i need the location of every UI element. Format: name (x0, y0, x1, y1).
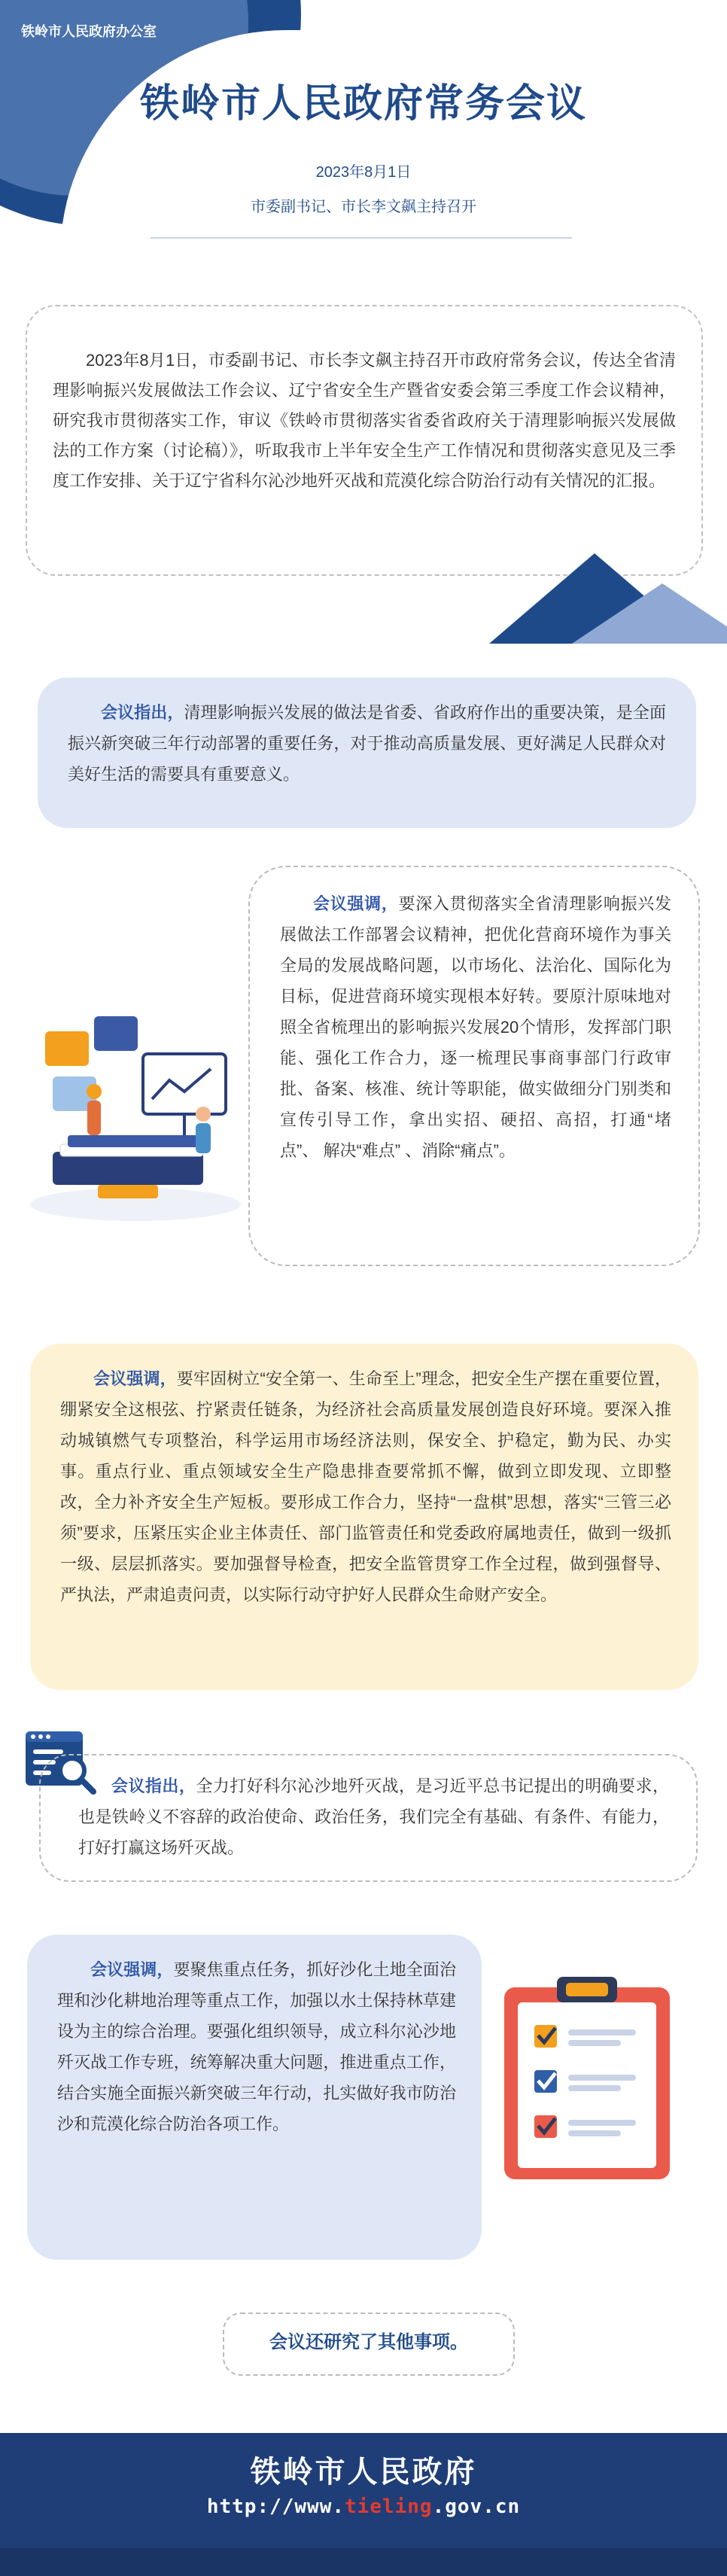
section-text: 要牢固树立“安全第一、生命至上”理念，把安全生产摆在重要位置，绷紧安全这根弦、拧紧责任链条，为经济社会高质量发展创造良好环境。要深入推动城镇燃气专项整治，科学运用市场经济法则，保安全、护稳定，勤为民、办实事。重点行业、重点领域安全生产隐患排查要常抓不懈，做到立即发现、立即整改，全力补齐安全生产短板。要形成工作合力，坚持“一盘棋”思想，落实“三管三必须”要求，压紧压实企业主体责任、部门监管责任和党委政府属地责任，做到一级抓一级、层层抓落实。要加强督导检查，把安全监管贯穿工作全过程，做到强督导、严执法，严肃追责问责，以实际行动守护好人民群众生命财产安全。 (60, 1369, 671, 1604)
footer-bottom-bar (0, 2548, 727, 2576)
footer-url[interactable] (0, 2495, 727, 2518)
section-lead: 会议指出， (111, 1777, 196, 1795)
section-text: 清理影响振兴发展的做法是省委、省政府作出的重要决策，是全面振兴新突破三年行动部署的重要任务，对于推动高质量发展、更好满足人民群众对美好生活的需要具有重要意义。 (68, 703, 666, 784)
presentation-illustration (23, 1001, 248, 1227)
closing-note: 会议还研究了其他事项。 (223, 2313, 515, 2376)
url-prefix: http://www. (206, 2495, 345, 2518)
section-lead: 会议强调， (313, 894, 399, 913)
section-lead: 会议指出， (101, 703, 184, 722)
footer-org-name: 铁岭市人民政府 (250, 2456, 477, 2489)
section-card-2 (248, 866, 700, 1266)
meeting-date: 2023年8月1日 (315, 164, 412, 181)
section-card-4 (39, 1754, 698, 1882)
section-card-3 (30, 1344, 698, 1690)
section-lead: 会议强调， (93, 1369, 177, 1388)
section-text: 要深入贯彻落实全省清理影响振兴发展做法工作部署会议精神，把优化营商环境作为事关全局的发展战略问题，以市场化、法治化、国际化为目标，促进营商环境实现根本好转。要原汁原味地对照全省梳理出的影响振兴发展20个情形，发挥部门职能、强化工作合力，逐一梳理民事商事部门行政审批、备案、核准、统计等职能，做实做细分门别类和宣传引导工作，拿出实招、硬招、高招，打通“堵点”、 解决“难点” 、消除“痛点”。 (280, 894, 671, 1160)
meeting-host: 市委副书记、市长李文飙主持召开 (251, 199, 476, 215)
url-suffix: .gov.cn (432, 2495, 521, 2518)
intro-paragraph: 2023年8月1日，市委副书记、市长李文飙主持召开市政府常务会议，传达全省清理影响振兴发展做法工作会议、辽宁省安全生产暨省安委会第三季度工作会议精神，研究我市贯彻落实工作，审议《铁岭市贯彻落实省委省政府关于清理影响振兴发展做法的工作方案（讨论稿）》，听取我市上半年安全生产工作情况和贯彻落实意见及三季度工作安排、关于辽宁省科尔沁沙地歼灭战和荒漠化综合防治行动有关情况的汇报。 (26, 305, 703, 576)
org-name: 铁岭市人民政府办公室 (21, 24, 157, 39)
section-text: 要聚焦重点任务，抓好沙化土地全面治理和沙化耕地治理等重点工作，加强以水土保持林草建设为主的综合治理。要强化组织领导，成立科尔沁沙地歼灭战工作专班，统筹解决重大问题，推进重点工作，结合实施全面振兴新突破三年行动，扎实做好我市防治沙和荒漠化综合防治各项工作。 (57, 1960, 456, 2133)
header-divider (151, 237, 572, 239)
section-text: 全力打好科尔沁沙地歼灭战，是习近平总书记提出的明确要求，也是铁岭义不容辞的政治使命、政治任务，我们完全有基础、有条件、有能力，打好打赢这场歼灭战。 (78, 1777, 669, 1857)
url-highlight: tieling (345, 2495, 433, 2518)
checklist-clipboard-icon (497, 1972, 677, 2183)
decor-triangle-light (572, 583, 727, 644)
section-card-1 (38, 677, 696, 828)
section-card-5 (27, 1935, 482, 2260)
page-title: 铁岭市人民政府常务会议 (139, 82, 587, 126)
section-lead: 会议强调， (90, 1960, 174, 1979)
